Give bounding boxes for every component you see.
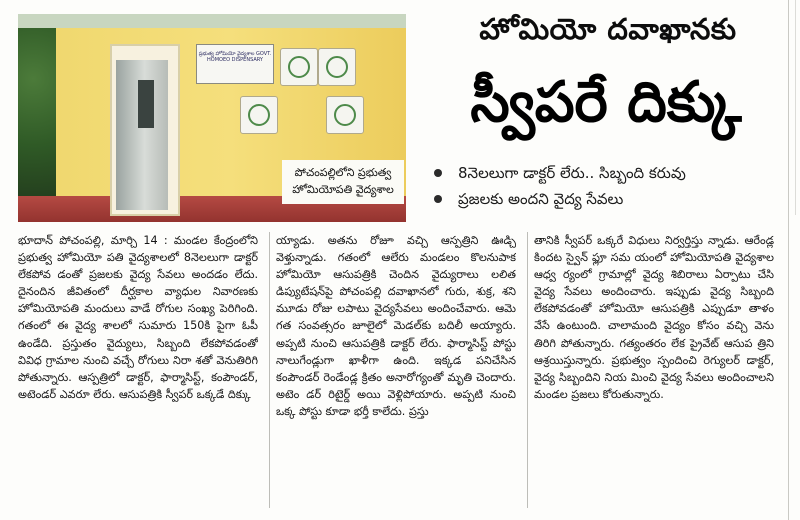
- photo-caption-line2: హోమియోపతి వైద్యశాల: [292, 183, 394, 196]
- photo-caption: [282, 160, 404, 204]
- page-divider: [795, 0, 796, 215]
- column-divider: [269, 232, 270, 508]
- article-column-2: [276, 232, 516, 512]
- subhead-bullets: [430, 160, 790, 212]
- article-column-3: [534, 232, 774, 512]
- bullet-text: 8నెలలుగా డాక్టర్ లేరు.. సిబ్బంది కరువు: [458, 164, 686, 182]
- bullet-item: [430, 160, 790, 186]
- page-divider: [788, 0, 789, 520]
- dispensary-photo: [18, 14, 406, 222]
- bullet-text: ప్రజలకు అందని వైద్య సేవలు: [458, 190, 624, 208]
- emblem-icon: [280, 48, 318, 86]
- dispensary-signboard: ప్రభుత్వ హోమియో వైద్యశాల GOVT. HOMOEO DISPENSARY: [196, 44, 274, 84]
- headline-line1: హోమియో దవాఖానకు: [479, 12, 737, 46]
- emblem-icon: [326, 96, 364, 134]
- headline-line2: స్వీపరే దిక్కు: [470, 70, 742, 135]
- emblem-icon: [318, 48, 356, 86]
- photo-tree: [18, 28, 56, 198]
- photo-sky: [18, 14, 406, 28]
- photo-window: [138, 80, 154, 128]
- article-paragraph: య్యాడు. అతను రోజూ వచ్చి ఆస్పత్రిని ఊడ్చి వెళ్తున్నాడు. గతంలో ఆలేరు మండలం కొలనుపాక హోమియో ఆసుపత్రికి చెందిన వైద్యురాలు లలిత డిప్యుటేషన్‌పై పోచంపల్లి దవాఖానలో గురు, శుక్ర, శని మూడు రోజు లపాటు వైద్యసేవలు అందించేవారు. ఆమె గత సంవత్సరం జూలైలో మెడల్‌కు బదిలీ అయ్యారు. అప్పటి నుంచి ఆసుపత్రికి డాక్టర్ లేరు. ఫార్మాసిస్ట్ పోస్టు నాలుగేండ్లుగా ఖాళీగా ఉంది. ఇక్కడ పనిచేసిన కంపౌండర్ రెండేండ్ల క్రితం అనారోగ్యంతో మృతి చెందారు. అటెం డర్ రిటైర్డ్ అయి వెళ్లిపోయారు. అప్పటి నుంచి ఒక్క పోస్టు కూడా భర్తీ కాలేదు. ప్రస్తు: [276, 234, 516, 418]
- column-divider: [527, 232, 528, 508]
- article-column-1: [18, 232, 258, 512]
- bullet-item: [430, 186, 790, 212]
- emblem-icon: [240, 96, 278, 134]
- article-body: [18, 232, 782, 512]
- photo-caption-line1: పోచంపల్లిలోని ప్రభుత్వ: [294, 166, 392, 179]
- bullet-icon: [434, 169, 442, 177]
- bullet-icon: [434, 195, 442, 203]
- article-paragraph: భూదాన్ పోచంపల్లి, మార్చి 14 : మండల కేంద్రంలోని ప్రభుత్వ హోమియో పతి వైద్యశాలలో 8నెలలుగా డాక్టర్ లేకపోవ డంతో ప్రజలకు వైద్య సేవలు అందడం లేదు. దైనందిన జీవితంలో దీర్ఘకాల వ్యాధుల నివారణకు హోమియోపతి మందులు వాడే రోగుల సంఖ్య పెరిగింది. గతంలో ఈ వైద్య శాలలో సుమారు 150కి పైగా ఓపీ ఉండేది. ప్రస్తుతం వైద్యులు, సిబ్బంది లేకపోవడంతో వివిధ గ్రామాల నుంచి వచ్చే రోగులు నిరా శతో వెనుతిరిగి పోతున్నారు. ఆస్పత్రిలో డాక్టర్, ఫార్మాసిస్ట్, కంపౌండర్, అటెండర్ ఎవరూ లేరు. ఆసుపత్రికి స్వీపర్ ఒక్కడే దిక్కు: [18, 234, 258, 401]
- article-paragraph: తానికి స్వీపర్ ఒక్కరే విధులు నిర్వర్తిస్తు న్నాడు. ఆరేండ్ల కిందట స్వైన్ ఫ్లూ సమ యంలో హోమియోపతి వైద్యశాల ఆధ్వ ర్యంలో గ్రామాల్లో వైద్య శిబిరాలు ఏర్పాటు చేసి వైద్య సేవలు అందించారు. ఇప్పుడు వైద్య సిబ్బంది లేకపోవడంతో హోమియో ఆసుపత్రికి ఎప్పుడూ తాళం వేసే ఉంటుంది. చాలామంది వైద్యం కోసం వచ్చి వెను తిరిగి పోతున్నారు. గత్యంతరం లేక ప్రైవేట్ ఆసుప త్రిని ఆశ్రయిస్తున్నారు. ప్రభుత్వం స్పందించి రెగ్యులర్ డాక్టర్, వైద్య సిబ్బందిని నియ మించి వైద్య సేవలు అందించాలని మండల ప్రజలు కోరుతున్నారు.: [534, 234, 774, 401]
